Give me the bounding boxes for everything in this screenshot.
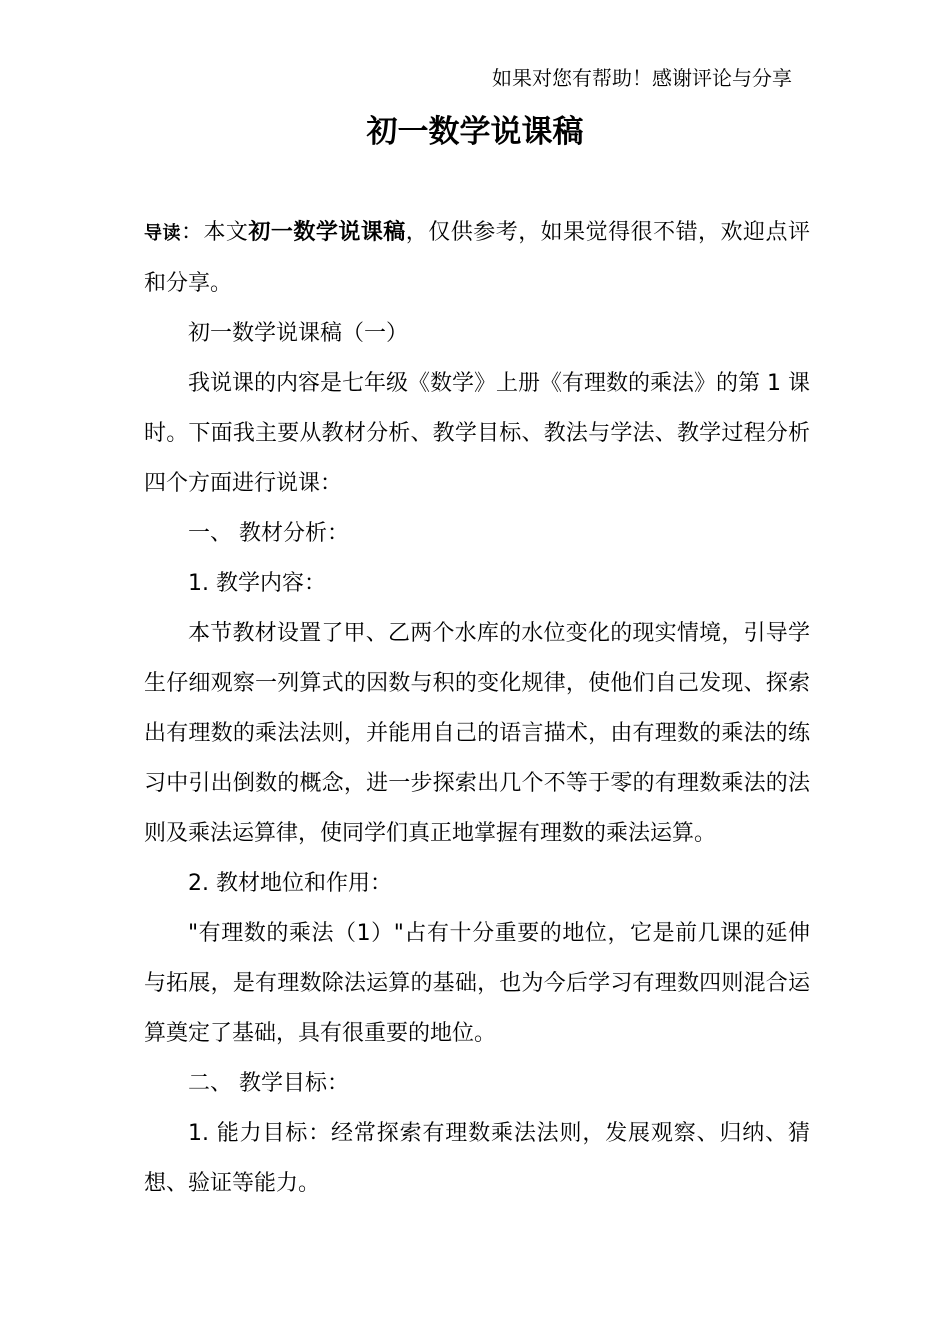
document-body [144,208,810,1209]
intro-paragraph [144,208,810,309]
teaching-content-paragraph: 本节教材设置了甲、乙两个水库的水位变化的现实情境，引导学生仔细观察一列算式的因数与积的变化规律，使他们自己发现、探索出有理数的乘法法则，并能用自己的语言描术，由有理数的乘法的练习中引出倒数的概念，进一步探索出几个不等于零的有理数乘法的法则及乘法运算律，使同学们真正地掌握有理数的乘法运算。 [144,621,810,846]
section-heading-part-one: 初一数学说课稿（一） [188,321,409,346]
opening-paragraph: 我说课的内容是七年级《数学》上册《有理数的乘法》的第 1 课时。下面我主要从教材分析、教学目标、教法与学法、教学过程分析四个方面进行说课： [144,371,810,496]
intro-text-before: ：本文 [180,220,249,245]
intro-text-after: ，仅供参考，如果觉得很不错，欢迎点评和分享。 [144,220,810,296]
intro-label: 导读 [144,223,181,244]
intro-bold-title: 初一数学说课稿 [248,220,406,245]
document-title: 初一数学说课稿 [366,114,584,150]
textbook-role-paragraph: "有理数的乘法（1）"占有十分重要的地位，它是前几课的延伸与拓展，是有理数除法运算的基础，也为今后学习有理数四则混合运算奠定了基础，具有很重要的地位。 [144,921,810,1046]
section-heading-textbook-analysis: 一、 教材分析： [188,521,349,546]
subheading-textbook-role: 2. 教材地位和作用： [188,871,392,896]
subheading-teaching-content: 1. 教学内容： [188,571,326,596]
ability-goal-paragraph: 1. 能力目标：经常探索有理数乘法法则，发展观察、归纳、猜想、验证等能力。 [144,1121,810,1196]
section-heading-teaching-goals: 二、 教学目标： [188,1071,349,1096]
header-note: 如果对您有帮助！感谢评论与分享 [492,66,792,90]
